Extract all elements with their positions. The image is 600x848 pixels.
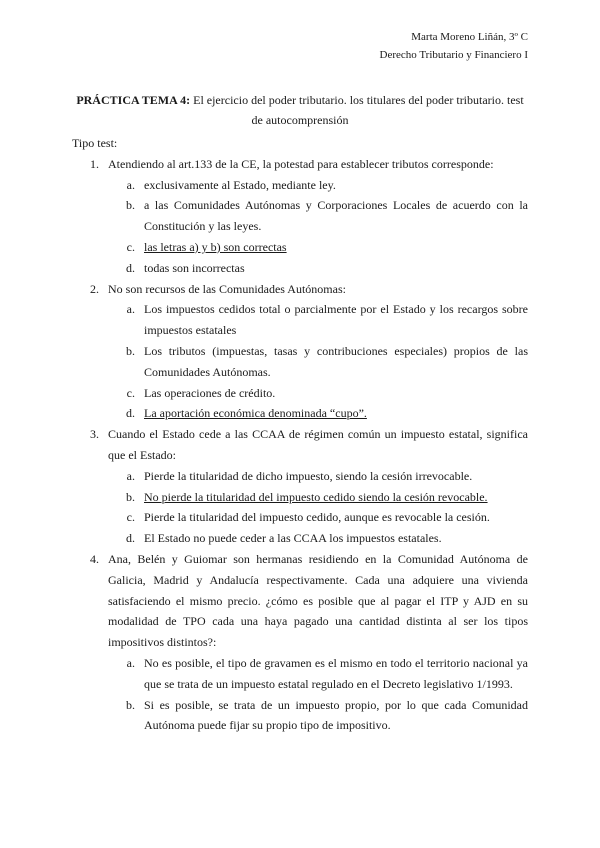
option	[72, 195, 528, 237]
option	[72, 507, 528, 528]
title-line-1: El ejercicio del poder tributario. los titulares del poder tributario. test	[193, 93, 524, 107]
option	[72, 341, 528, 383]
option-text: No es posible, el tipo de gravamen es el mismo en todo el territorio nacional ya que se trata de un impuesto estatal regulado en el Decreto legislativo 1/1993.	[144, 655, 528, 691]
option-correct	[72, 487, 528, 508]
option-text: Los tributos (impuestas, tasas y contribuciones especiales) propios de las Comunidades Autónomas.	[144, 343, 528, 379]
option	[72, 175, 528, 196]
option	[72, 653, 528, 695]
question-1	[72, 154, 528, 175]
option-letter: d.	[126, 260, 135, 275]
page-header	[380, 28, 528, 64]
option-letter: b.	[126, 489, 135, 504]
option	[72, 258, 528, 279]
option-letter: c.	[126, 385, 135, 400]
question-number: 1.	[90, 156, 99, 171]
option-letter: d.	[126, 531, 135, 546]
question-text: No son recursos de las Comunidades Autónomas:	[108, 281, 346, 296]
option-text-underlined: las letras a) y b) son correctas	[144, 239, 287, 254]
title-bold: PRÁCTICA TEMA 4:	[76, 93, 191, 107]
option-text: Si es posible, se trata de un impuesto propio, por lo que cada Comunidad Autónoma puede fijar su propio tipo de impositivo.	[144, 697, 528, 733]
question-text: Atendiendo al art.133 de la CE, la potestad para establecer tributos corresponde:	[108, 156, 494, 171]
option-letter: c.	[126, 239, 135, 254]
option-text-underlined: La aportación económica denominada “cupo”.	[144, 406, 367, 421]
option-text: a las Comunidades Autónomas y Corporaciones Locales de acuerdo con la Constitución y las leyes.	[144, 198, 528, 234]
option-correct	[72, 403, 528, 424]
option-text: exclusivamente al Estado, mediante ley.	[144, 177, 336, 192]
question-number: 3.	[90, 427, 99, 442]
question-text: Cuando el Estado cede a las CCAA de régimen común un impuesto estatal, significa que el Estado:	[108, 427, 528, 462]
option-letter: b.	[126, 198, 135, 213]
question-number: 2.	[90, 281, 99, 296]
option-letter: b.	[126, 343, 135, 358]
option-text: Los impuestos cedidos total o parcialmente por el Estado y los recargos sobre impuestos estatales	[144, 302, 528, 338]
option-text: El Estado no puede ceder a las CCAA los impuestos estatales.	[144, 531, 442, 546]
question-3	[72, 424, 528, 466]
option-text-underlined: No pierde la titularidad del impuesto cedido siendo la cesión revocable.	[144, 489, 488, 504]
option	[72, 695, 528, 737]
question-text: Ana, Belén y Guiomar son hermanas residiendo en la Comunidad Autónoma de Galicia, Madrid y Andalucía respectivamente. Cada una adquiere una vivienda satisfaciendo el mismo precio. ¿cómo es posible que al pagar el ITP y AJD en su modalidad de TPO cada una haya pagado una cantidad distinta al ser los tipos impositivos distintos?:	[108, 551, 528, 650]
question-4	[72, 549, 528, 653]
option-text: Pierde la titularidad del impuesto cedido, aunque es revocable la cesión.	[144, 510, 490, 525]
question-number: 4.	[90, 551, 99, 566]
option-text: Las operaciones de crédito.	[144, 385, 276, 400]
option-letter: a.	[126, 468, 135, 483]
option-letter: b.	[126, 697, 135, 712]
option-letter: a.	[126, 177, 135, 192]
option	[72, 299, 528, 341]
option	[72, 383, 528, 404]
title-line-2: de autocomprensión	[251, 113, 349, 127]
option-text: todas son incorrectas	[144, 260, 245, 275]
document-body	[72, 133, 528, 736]
option-text: Pierde la titularidad de dicho impuesto, siendo la cesión irrevocable.	[144, 468, 473, 483]
course-line: Derecho Tributario y Financiero I	[379, 49, 528, 61]
intro-text: Tipo test:	[72, 136, 118, 150]
option-letter: c.	[126, 510, 135, 525]
option-letter: a.	[126, 655, 135, 670]
author-line: Marta Moreno Liñán, 3º C	[411, 31, 528, 43]
option	[72, 466, 528, 487]
option	[72, 528, 528, 549]
question-2	[72, 279, 528, 300]
option-letter: a.	[126, 302, 135, 317]
option-letter: d.	[126, 406, 135, 421]
option-correct	[72, 237, 528, 258]
document-title	[72, 90, 528, 130]
